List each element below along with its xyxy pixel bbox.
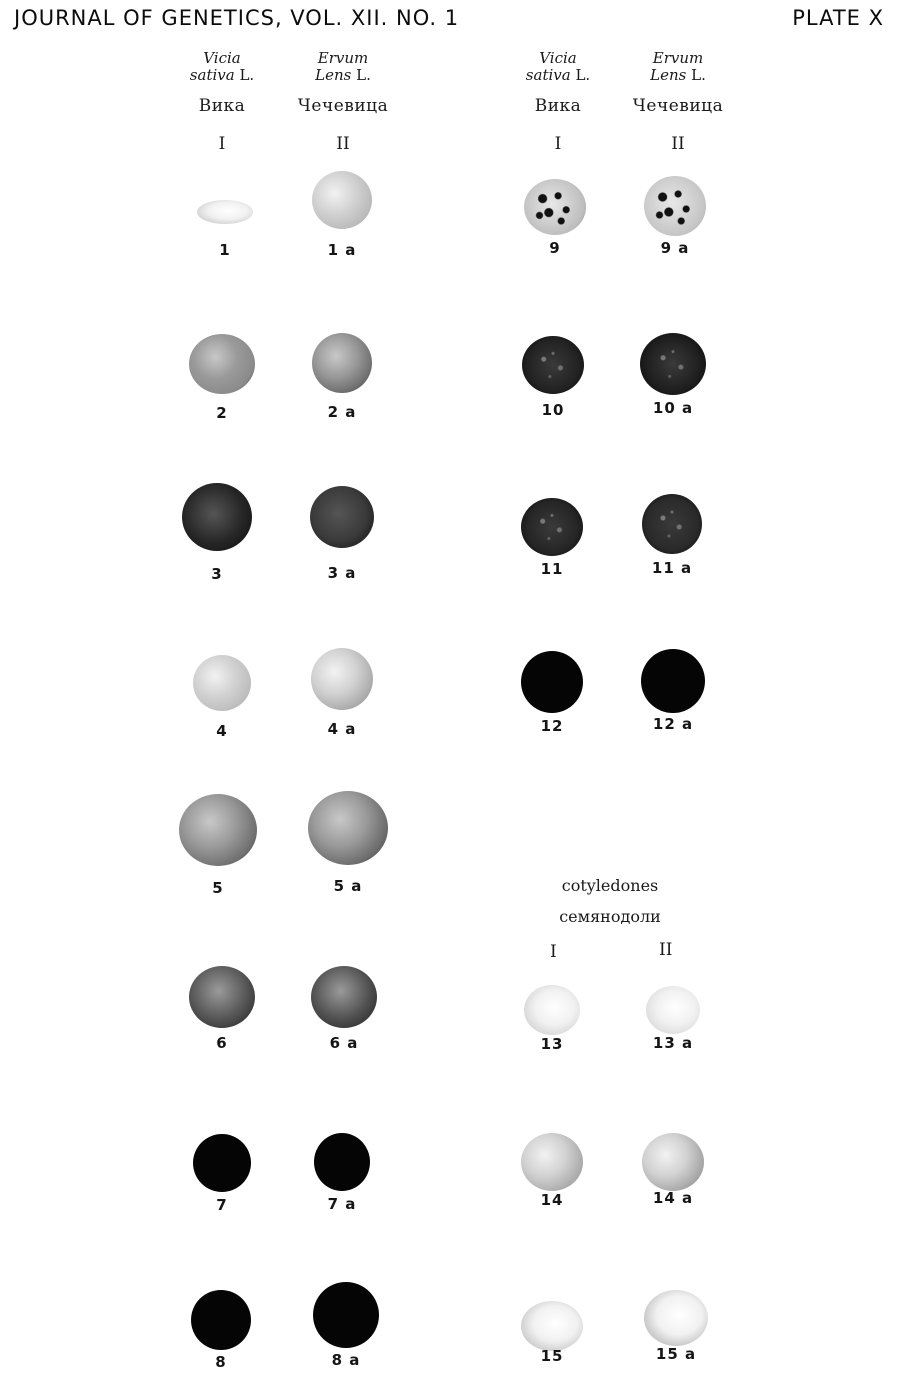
seed-specimen [182, 483, 252, 551]
seed-specimen [179, 794, 257, 866]
roman-numeral: II [671, 134, 685, 154]
russian-name: Чечевица [297, 96, 389, 116]
russian-name: Вика [534, 96, 582, 116]
figure-number-label: 12 a [652, 715, 694, 733]
column-header-vicia-right [493, 50, 623, 154]
seed-specimen [197, 200, 253, 224]
figure-number-label: 7 [216, 1196, 228, 1214]
column-header-vicia-left [157, 50, 287, 154]
figure-number-label: 11 [540, 560, 564, 578]
figure-number-label: 13 [540, 1035, 564, 1053]
seed-specimen [524, 179, 586, 235]
cotyledones-russian-label: семянодоли [559, 907, 661, 926]
figure-number-label: 14 a [652, 1189, 694, 1207]
figure-number-label: 12 [540, 717, 564, 735]
seed-specimen [640, 333, 706, 395]
seed-specimen [193, 655, 251, 711]
seed-specimen [521, 1133, 583, 1191]
seed-specimen [642, 494, 702, 554]
cotyledon-roman-i: I [550, 942, 557, 962]
figure-number-label: 3 [211, 565, 223, 583]
figure-number-label: 5 a [333, 877, 363, 895]
roman-numeral: I [218, 134, 226, 154]
seed-specimen [644, 1290, 708, 1346]
seed-specimen [308, 791, 388, 865]
seed-specimen [521, 1301, 583, 1351]
figure-number-label: 9 a [660, 239, 690, 257]
seed-specimen [642, 1133, 704, 1191]
column-header-ervum-right [613, 50, 743, 154]
seed-specimen [193, 1134, 251, 1192]
figure-number-label: 10 [541, 401, 565, 419]
figure-number-label: 6 [216, 1034, 228, 1052]
figure-number-label: 8 a [331, 1351, 361, 1369]
figure-number-label: 8 [215, 1353, 227, 1371]
cotyledon-roman-ii: II [659, 940, 673, 960]
figure-number-label: 2 [216, 404, 228, 422]
latin-name: Vicia sativa L. [189, 49, 255, 84]
seed-specimen [312, 333, 372, 393]
roman-numeral: I [554, 134, 562, 154]
figure-number-label: 4 a [327, 720, 357, 738]
seed-specimen [522, 336, 584, 394]
russian-name: Вика [198, 96, 246, 116]
figure-number-label: 11 a [651, 559, 693, 577]
latin-name: Ervum Lens L. [650, 49, 706, 84]
seed-specimen [644, 176, 706, 236]
seed-specimen [313, 1282, 379, 1348]
journal-title: JOURNAL OF GENETICS, VOL. XII. NO. 1 [14, 6, 460, 30]
figure-number-label: 10 a [652, 399, 694, 417]
seed-specimen [646, 986, 700, 1034]
figure-number-label: 5 [212, 879, 224, 897]
plate-number: PLATE X [792, 6, 884, 30]
seed-specimen [312, 171, 372, 229]
seed-specimen [314, 1133, 370, 1191]
russian-name: Чечевица [632, 96, 724, 116]
column-header-ervum-left [278, 50, 408, 154]
cotyledones-label: cotyledones [561, 876, 659, 895]
seed-specimen [524, 985, 580, 1035]
figure-number-label: 9 [549, 239, 561, 257]
figure-number-label: 3 a [327, 564, 357, 582]
seed-specimen [189, 966, 255, 1028]
seed-specimen [521, 498, 583, 556]
figure-number-label: 1 [219, 241, 231, 259]
figure-number-label: 6 a [329, 1034, 359, 1052]
figure-number-label: 1 a [327, 241, 357, 259]
figure-number-label: 13 a [652, 1034, 694, 1052]
seed-specimen [311, 648, 373, 710]
latin-name: Vicia sativa L. [525, 49, 591, 84]
latin-name: Ervum Lens L. [315, 49, 371, 84]
roman-numeral: II [336, 134, 350, 154]
seed-specimen [189, 334, 255, 394]
figure-number-label: 15 a [655, 1345, 697, 1363]
seed-specimen [521, 651, 583, 713]
figure-number-label: 7 a [327, 1195, 357, 1213]
seed-specimen [191, 1290, 251, 1350]
figure-number-label: 15 [540, 1347, 564, 1365]
figure-number-label: 14 [540, 1191, 564, 1209]
figure-number-label: 2 a [327, 403, 357, 421]
seed-specimen [310, 486, 374, 548]
figure-number-label: 4 [216, 722, 228, 740]
seed-specimen [311, 966, 377, 1028]
seed-specimen [641, 649, 705, 713]
